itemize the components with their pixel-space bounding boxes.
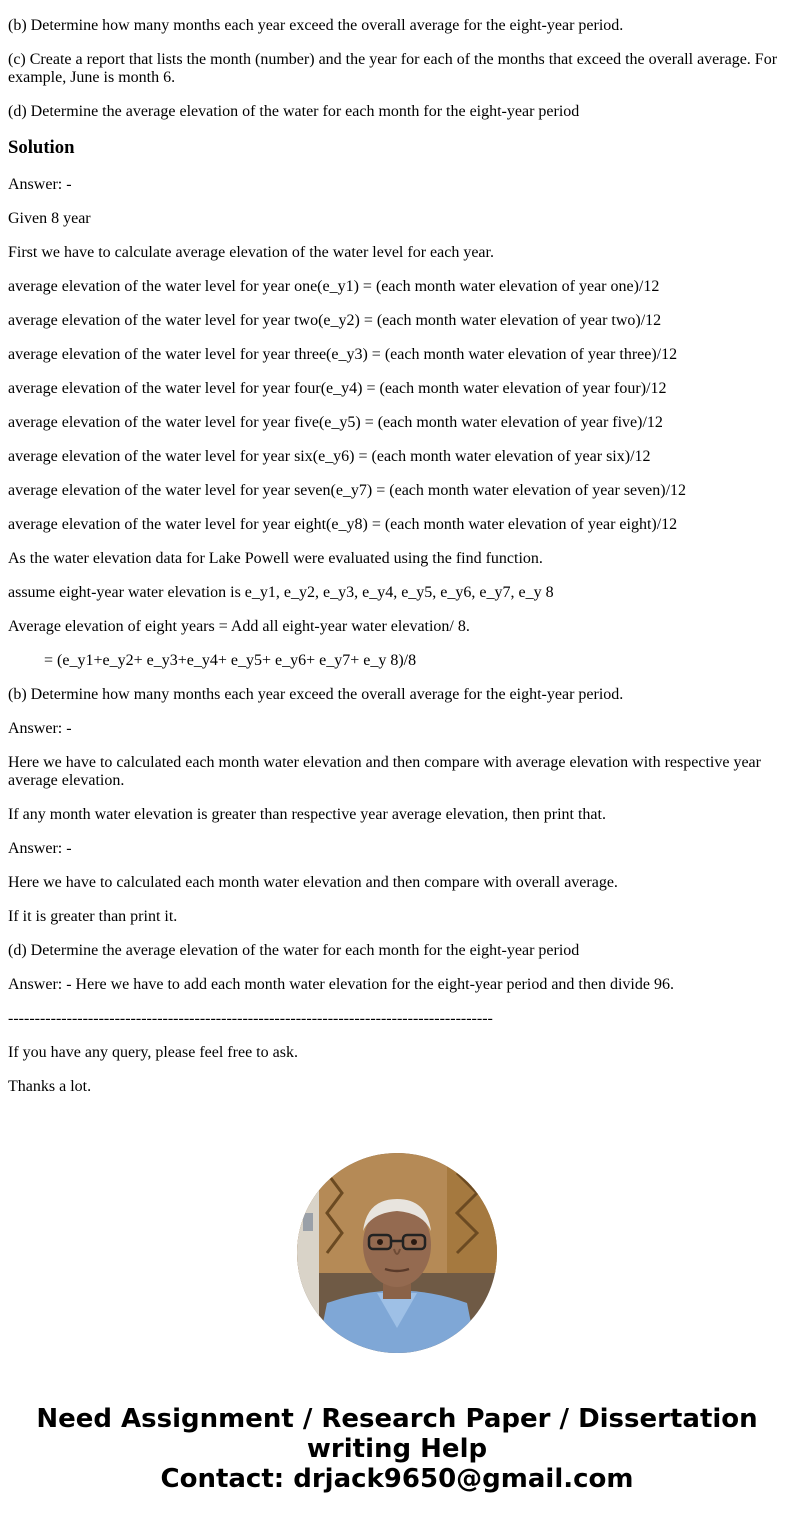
solution-line: average elevation of the water level for year six(e_y6) = (each month water elevation of year six)/12 (8, 448, 651, 465)
solution-line: Answer: - (8, 176, 72, 193)
author-avatar (297, 1153, 497, 1353)
promo-line-1: Need Assignment / Research Paper / Dissertation (36, 1404, 758, 1434)
solution-line: Answer: - Here we have to add each month water elevation for the eight-year period and then divide 96. (8, 976, 674, 993)
solution-line: (b) Determine how many months each year exceed the overall average for the eight-year period. (8, 686, 624, 703)
promo-line-2: writing Help (306, 1434, 488, 1464)
cut-off-line (8, 0, 786, 1)
solution-line: First we have to calculate average elevation of the water level for each year. (8, 244, 494, 261)
solution-line: average elevation of the water level for year one(e_y1) = (each month water elevation of year one)/12 (8, 278, 660, 295)
solution-line: average elevation of the water level for year two(e_y2) = (each month water elevation of year two)/12 (8, 312, 662, 329)
question-c: (c) Create a report that lists the month (number) and the year for each of the months that exceed the overall average. For example, June is month 6. (8, 51, 778, 86)
solution-heading: Solution (8, 137, 75, 158)
solution-line: average elevation of the water level for year four(e_y4) = (each month water elevation of year four)/12 (8, 380, 667, 397)
solution-line: If you have any query, please feel free to ask. (8, 1044, 298, 1061)
solution-line: average elevation of the water level for year three(e_y3) = (each month water elevation of year three)/12 (8, 346, 678, 363)
formula-line: = (e_y1+e_y2+ e_y3+e_y4+ e_y5+ e_y6+ e_y7+ e_y 8)/8 (44, 652, 417, 669)
solution-line: Answer: - (8, 720, 72, 737)
promo-banner (0, 1404, 794, 1494)
question-b: (b) Determine how many months each year exceed the overall average for the eight-year period. (8, 17, 624, 34)
solution-line: Answer: - (8, 840, 72, 857)
solution-line: If any month water elevation is greater than respective year average elevation, then print that. (8, 806, 606, 823)
question-d: (d) Determine the average elevation of the water for each month for the eight-year period (8, 103, 580, 120)
solution-line: Average elevation of eight years = Add all eight-year water elevation/ 8. (8, 618, 470, 635)
solution-line: Given 8 year (8, 210, 91, 227)
document-body (8, 0, 786, 1112)
solution-line: average elevation of the water level for year seven(e_y7) = (each month water elevation of year seven)/12 (8, 482, 687, 499)
solution-line: (d) Determine the average elevation of the water for each month for the eight-year period (8, 942, 580, 959)
separator-line: ------------------------------------------------------------------------------------------- (8, 1010, 493, 1027)
solution-line: If it is greater than print it. (8, 908, 178, 925)
solution-line: Thanks a lot. (8, 1078, 92, 1095)
author-portrait-icon (297, 1153, 497, 1353)
solution-line: Here we have to calculated each month water elevation and then compare with overall average. (8, 874, 618, 891)
solution-line: average elevation of the water level for year five(e_y5) = (each month water elevation of year five)/12 (8, 414, 663, 431)
solution-line: assume eight-year water elevation is e_y1, e_y2, e_y3, e_y4, e_y5, e_y6, e_y7, e_y 8 (8, 584, 554, 601)
solution-line: average elevation of the water level for year eight(e_y8) = (each month water elevation of year eight)/12 (8, 516, 678, 533)
promo-contact: Contact: drjack9650@gmail.com (160, 1464, 634, 1494)
solution-line: As the water elevation data for Lake Powell were evaluated using the find function. (8, 550, 543, 567)
solution-line: Here we have to calculated each month water elevation and then compare with average elevation with respective year average elevation. (8, 754, 761, 789)
